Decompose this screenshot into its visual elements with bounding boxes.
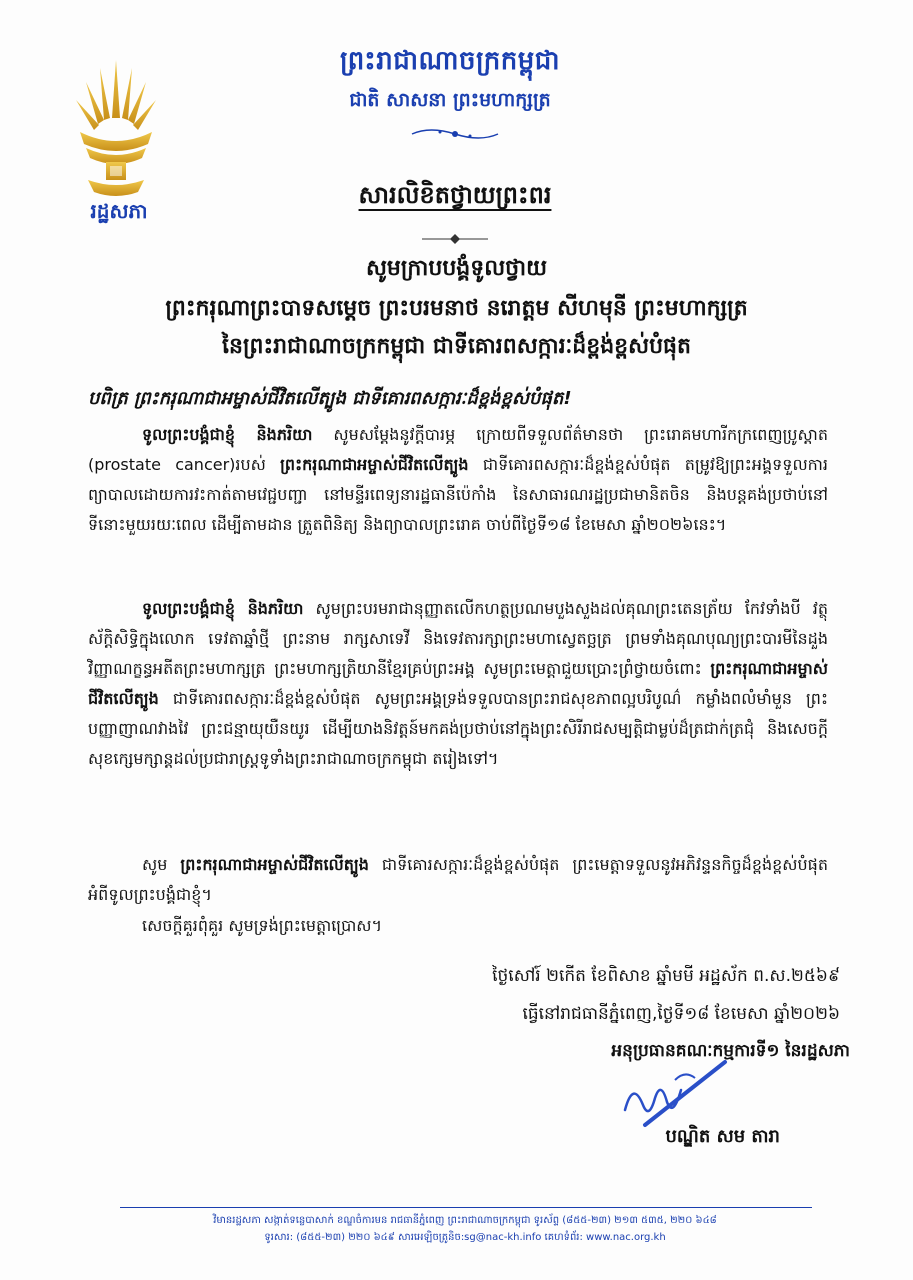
- paragraph-1-text-b: ជាទីគោរពសក្ការៈដ៏ខ្ពង់ខ្ពស់បំផុត តម្រូវឱ្យព្រះអង្គទទួលការព្យាបាលដោយការវះកាត់តាមវេជ្ជបញ្ជា នៅមន្ទីរពេទ្យនារដ្ឋធានីប៉េកាំង នៃសាធារណរដ្ឋប្រជាមានិតចិន និងបន្តគង់ប្រថាប់នៅទីនោះមួយរយៈពេល ដើម្បីតាមដាន ត្រួតពិនិត្យ និងព្យាបាលព្រះរោគ ចាប់ពីថ្ងៃទី១៨ ខែមេសា ឆ្នាំ២០២៦នេះ។: [88, 455, 828, 534]
- footer-contact: ទូរសារ: (៨៥៥-២៣) ២២០ ៦៤៩ សារអេឡិចត្រូនិច:sg@nac-kh.info គេហទំព័រ: www.nac.org.kh: [264, 1232, 666, 1243]
- address-line-1: សូមក្រាបបង្គំទូលថ្វាយ: [365, 256, 548, 281]
- address-line-3: នៃព្រះរាជាណាចក្រកម្ពុជា ជាទីគោរពសក្ការៈដ៏ខ្ពង់ខ្ពស់បំផុត: [222, 334, 691, 359]
- emblem-label: រដ្ឋសភា: [90, 199, 148, 223]
- signatory-title: អនុប្រធានគណៈកម្មការទី១ នៃរដ្ឋសភា: [611, 1041, 850, 1061]
- lunar-date: ថ្ងៃសៅរ៍ ២កើត ខែពិសាខ ឆ្នាំមមី អដ្ឋស័ក ព.ស.២៥៦៩: [492, 966, 840, 986]
- paragraph-1-honorific: ព្រះករុណាជាអម្ចាស់ជីវិតលើត្បូង: [280, 455, 469, 474]
- paragraph-2-text-a: សូមព្រះបរមរាជានុញ្ញាតលើកហត្ថប្រណមបួងសួងដល់គុណព្រះតេនត្រ័យ កែវទាំងបី វត្ថុស័ក្តិសិទ្ធិក្នុងលោក ទេវតាឆ្នាំថ្មី ព្រះនាម រាក្សសាទេវី និងទេវតារក្សាព្រះមហាស្វេតច្ឆត្រ ព្រមទាំងគុណបុណ្យព្រះបារមីនៃដួងវិញ្ញាណក្ខន្ធអតីតព្រះមហាក្សត្រ ព្រះមហាក្សត្រិយានីខ្មែរគ្រប់ព្រះអង្គ សូមព្រះមេត្តាជួយប្រោះព្រំថ្វាយចំពោះ: [88, 599, 828, 678]
- paragraph-3-honorific: ព្រះករុណាជាអម្ចាស់ជីវិតលើត្បូង: [180, 855, 369, 874]
- paragraph-2-lead: ទូលព្រះបង្គំជាខ្ញុំ និងភរិយា: [142, 599, 304, 618]
- paragraph-2-honorific: ព្រះករុណាជាអម្ចាស់ជីវិតលើត្បូង: [88, 659, 828, 708]
- paragraph-1-lead: ទូលព្រះបង្គំជាខ្ញុំ និងភរិយា: [142, 425, 313, 444]
- place-and-date: ធ្វើនៅរាជធានីភ្នំពេញ,ថ្ងៃទី១៨ ខែមេសា ឆ្នាំ២០២៦: [522, 1004, 840, 1024]
- paragraph-3-text: ជាទីគោរសក្ការៈដ៏ខ្ពង់ខ្ពស់បំផុត ព្រះមេត្តាទទួលនូវអភិវន្ទនកិច្ចដ៏ខ្ពង់ខ្ពស់បំផុត អំពីទូលព្រះបង្គំជាខ្ញុំ។: [88, 855, 828, 904]
- footer-divider: [120, 1207, 812, 1208]
- paragraph-1: [88, 420, 828, 540]
- paragraph-3: [88, 850, 828, 910]
- signatory-name: បណ្ឌិត សម តារា: [665, 1126, 780, 1147]
- footer-address: វិមានរដ្ឋសភា សង្កាត់ទន្លេបាសាក់ ខណ្ឌចំការមន រាជធានីភ្នំពេញ ព្រះរាជាណាចក្រកម្ពុជា ទូរស័ព្ទ (៨៥៥-២៣) ២១៣ ៥៣៥, ២២០ ៦៤៨: [213, 1215, 717, 1226]
- paragraph-3-lead: សូម: [142, 855, 181, 874]
- address-line-2: ព្រះករុណាព្រះបាទសម្តេច ព្រះបរមនាថ នរោត្តម សីហមុនី ព្រះមហាក្សត្រ: [165, 296, 748, 321]
- kingdom-title: ព្រះរាជាណាចក្រកម្ពុជា: [340, 46, 560, 76]
- ornament-divider-icon: [410, 126, 500, 142]
- document-title: សារលិខិតថ្វាយព្រះពរ: [358, 181, 552, 209]
- paragraph-1-text-a: សូមសម្តែងនូវក្តីបារម្ភ ក្រោយពីទទួលព័ត៌មានថា ព្រះរោគមហារីកក្រពេញប្រូស្តាត (prostate cancer)របស់: [88, 425, 828, 474]
- title-ornament-icon: [420, 232, 490, 246]
- salutation: បពិត្រ ព្រះករុណាជាអម្ចាស់ជីវិតលើត្បូង ជាទីគោរពសក្ការៈដ៏ខ្ពង់ខ្ពស់បំផុត!: [88, 388, 572, 409]
- paragraph-2-text-b: ជាទីគោរពសក្ការៈដ៏ខ្ពង់ខ្ពស់បំផុត សូមព្រះអង្គទ្រង់ទទួលបានព្រះរាជសុខភាពល្អបរិបូណ៌ កម្លាំងពលំមាំមួន ព្រះបញ្ញាញាណវាងវៃ ព្រះជន្មាយុយឺនយូរ ដើម្បីយាងនិវត្តន៍មកគង់ប្រថាប់នៅក្នុងព្រះសិរីរាជសម្បត្តិជាម្លប់ដ៏ត្រជាក់ត្រជុំ និងសេចក្តីសុខក្សេមក្សាន្តដល់ប្រជារាស្ត្រទូទាំងព្រះរាជាណាចក្រកម្ពុជា តរៀងទៅ។: [88, 689, 828, 768]
- closing-line: សេចក្តីគួរពុំគួរ សូមទ្រង់ព្រះមេត្តាប្រោស។: [142, 916, 383, 935]
- national-motto: ជាតិ សាសនា ព្រះមហាក្សត្រ: [349, 89, 551, 111]
- paragraph-2: [88, 594, 828, 774]
